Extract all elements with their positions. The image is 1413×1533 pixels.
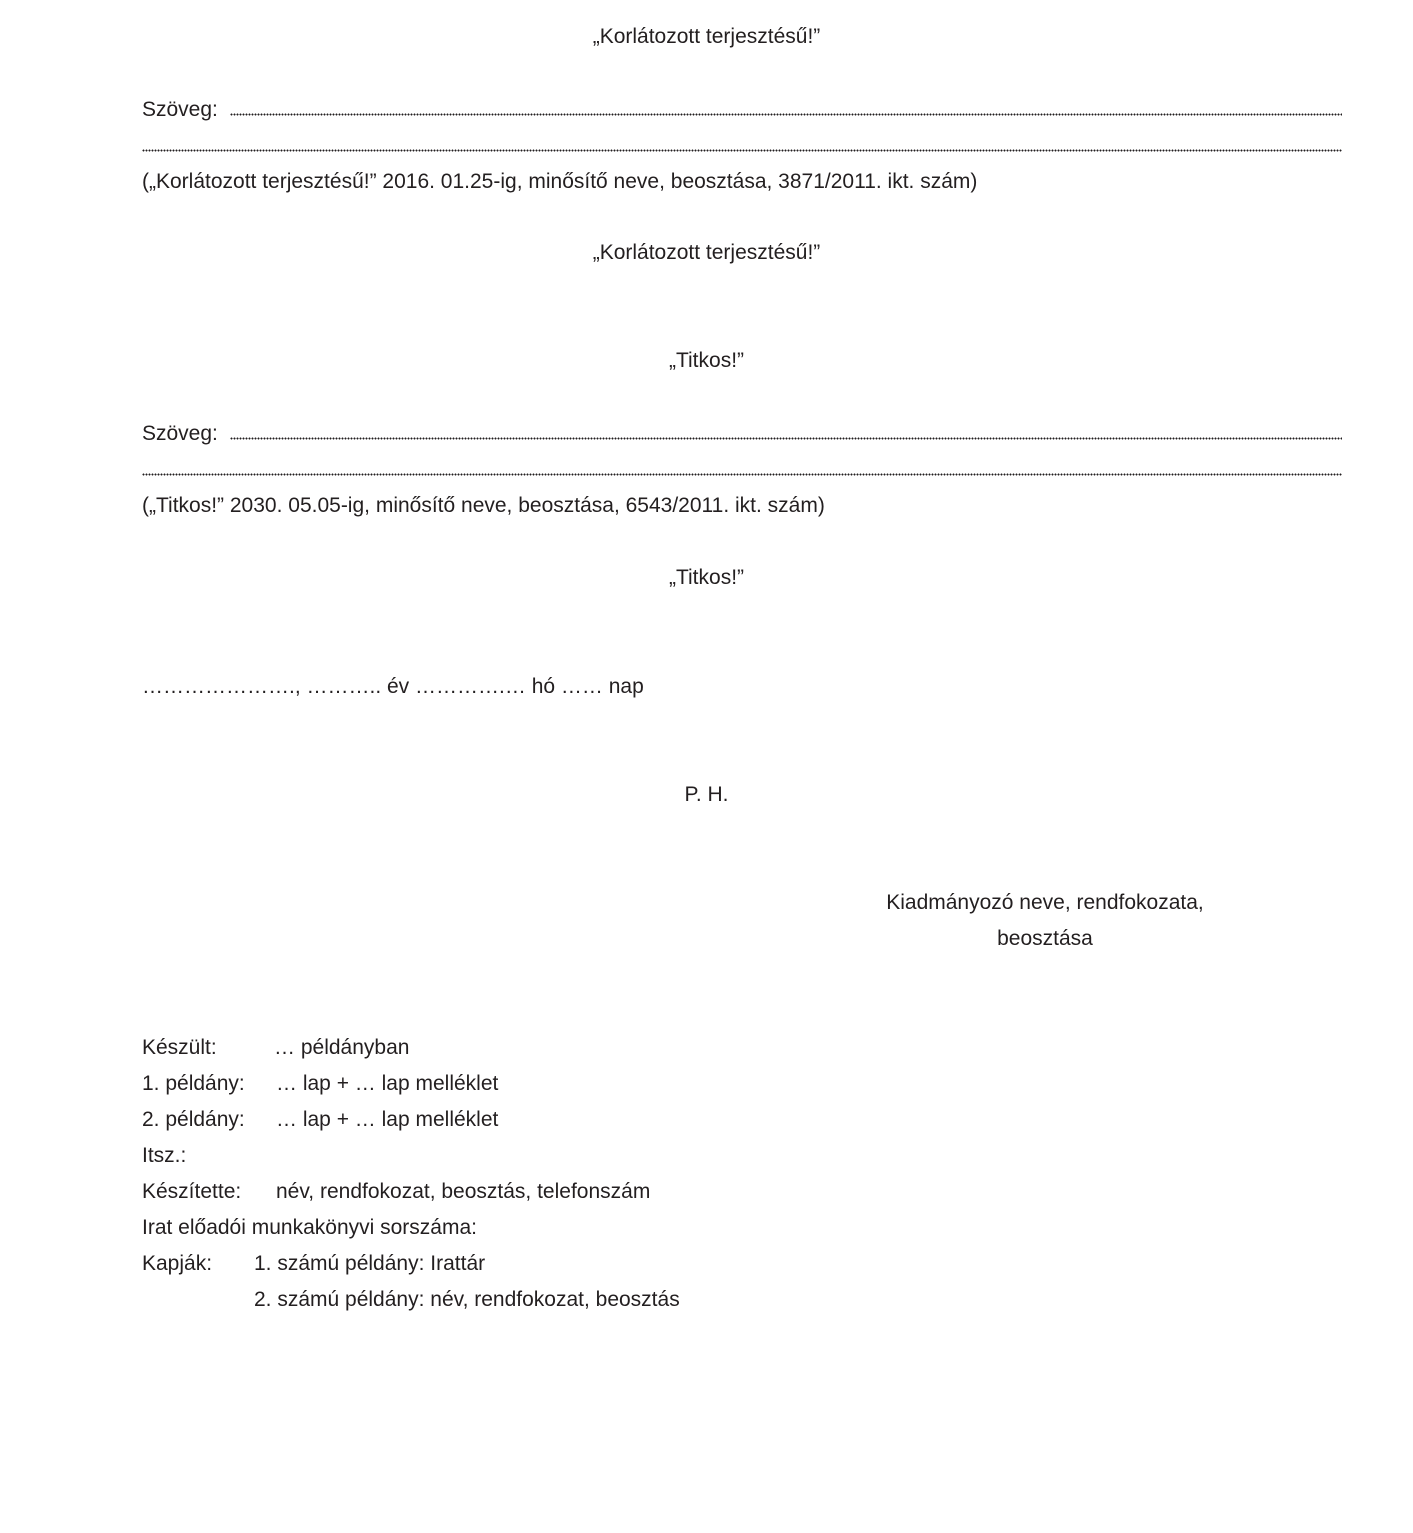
text-label: Szöveg: [142,98,218,121]
kapjak-value-1: 1. számú példány: Irattár [254,1252,486,1275]
signatory-line-1: Kiadmányozó neve, rendfokozata, [886,891,1204,914]
keszitette-label: Készítette: [142,1180,242,1203]
classification-header-restricted: „Korlátozott terjesztésű!” [592,25,821,48]
classification-footer-restricted: „Korlátozott terjesztésű!” [592,241,821,264]
copy2-label: 2. példány: [142,1108,245,1131]
dotted-fill-line [230,437,1342,440]
kapjak-label: Kapják: [142,1252,213,1275]
keszult-value: … példányban [274,1036,410,1059]
text-label: Szöveg: [142,422,218,445]
date-line: …………………., ……….. év ………….… hó …… nap [142,675,644,698]
dotted-fill-line [142,473,1342,476]
classification-note-restricted: („Korlátozott terjesztésű!” 2016. 01.25-ig, minősítő neve, beosztása, 3871/2011. ikt. szám) [142,170,978,193]
copy1-label: 1. példány: [142,1072,245,1095]
classification-note-secret: („Titkos!” 2030. 05.05-ig, minősítő neve, beosztása, 6543/2011. ikt. szám) [142,494,825,517]
dotted-fill-line [142,149,1342,152]
keszitette-value: név, rendfokozat, beosztás, telefonszám [276,1180,651,1203]
stamp-placeholder: P. H. [684,783,729,806]
classification-footer-secret: „Titkos!” [668,566,745,589]
dotted-fill-line [230,113,1342,116]
copy2-value: … lap + … lap melléklet [276,1108,499,1131]
kapjak-value-2: 2. számú példány: név, rendfokozat, beosztás [254,1288,680,1311]
classification-header-secret: „Titkos!” [668,349,745,372]
irat-label: Irat előadói munkakönyvi sorszáma: [142,1216,477,1239]
keszult-label: Készült: [142,1036,217,1059]
signatory-line-2: beosztása [997,927,1093,950]
itsz-label: Itsz.: [142,1144,187,1167]
copy1-value: … lap + … lap melléklet [276,1072,499,1095]
